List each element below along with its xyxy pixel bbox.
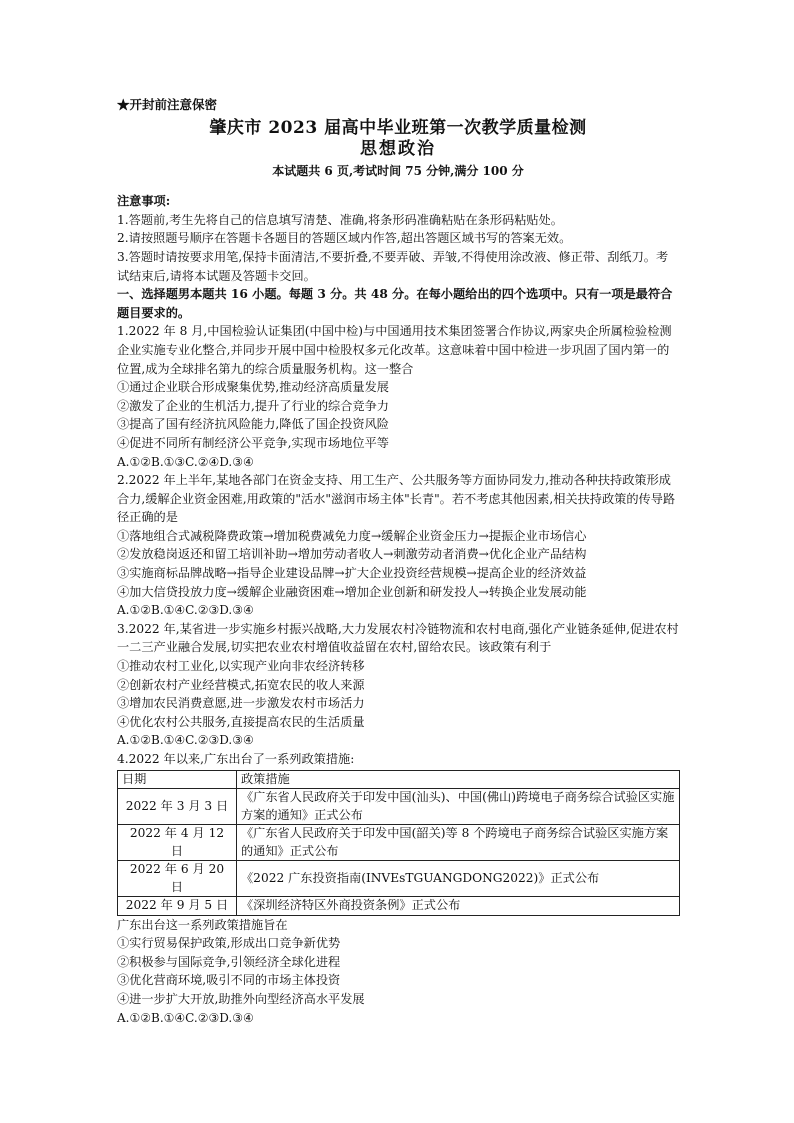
statement-option: ④进一步扩大开放,助推外向型经济高水平发展 bbox=[117, 991, 365, 1006]
question-4 bbox=[117, 750, 679, 1027]
statement-option: ①实行贸易保护政策,形成出口竞争新优势 bbox=[117, 936, 341, 951]
statement-option: ①推动农村工业化,以实现产业向非农经济转移 bbox=[117, 659, 365, 674]
question-stem: 4.2022 年以来,广东出台了一系列政策措施: bbox=[117, 752, 355, 766]
answer-choices: A.①②B.①④C.②③D.③④ bbox=[117, 603, 254, 618]
policy-table bbox=[117, 770, 680, 916]
exam-info: 本试题共 6 页,考试时间 75 分钟,满分 100 分 bbox=[272, 163, 524, 178]
policy-cell: 《深圳经济特区外商投资条例》正式公布 bbox=[237, 897, 680, 916]
question-2 bbox=[117, 471, 679, 620]
policy-cell: 《广东省人民政府关于印发中国(韶关)等 8 个跨境电子商务综合试验区实施方案的通知》正式公布 bbox=[237, 825, 680, 861]
statement-option: ①落地组合式减税降费政策→增加税费减免力度→缓解企业资金压力→提振企业市场信心 bbox=[117, 528, 587, 543]
statement-option: ④促进不同所有制经济公平竞争,实现市场地位平等 bbox=[117, 435, 389, 450]
subject-title: 思想政治 bbox=[360, 138, 436, 159]
table-row bbox=[118, 897, 680, 916]
exam-page bbox=[117, 96, 679, 1027]
answer-choices: A.①②B.①④C.②③D.③④ bbox=[117, 733, 254, 748]
statement-option: ③增加农民消费意愿,进一步激发农村市场活力 bbox=[117, 696, 365, 711]
confidential-mark: ★开封前注意保密 bbox=[117, 97, 218, 112]
notice-item: 1.答题前,考生先将自己的信息填写清楚、准确,将条形码准确粘贴在条形码粘贴处。 bbox=[117, 212, 563, 227]
notice-item: 2.请按照题号顺序在答题卡各题目的答题区域内作答,超出答题区域书写的答案无效。 bbox=[117, 231, 572, 246]
notice-item: 3.答题时请按要求用笔,保持卡面清洁,不要折叠,不要弄破、弄皱,不得使用涂改液、修正带、刮纸刀。考试结束后,请将本试题及答题卡交回。 bbox=[117, 249, 669, 283]
exam-title: 肇庆市 2023 届高中毕业班第一次教学质量检测 bbox=[209, 117, 587, 138]
statement-option: ④优化农村公共服务,直接提高农民的生活质量 bbox=[117, 714, 365, 729]
question-1 bbox=[117, 322, 679, 471]
statement-option: ④加大信贷投放力度→缓解企业融资困难→增加企业创新和研发投人→转换企业发展动能 bbox=[117, 584, 587, 599]
table-header-row bbox=[118, 770, 680, 789]
statement-option: ②积极参与国际竞争,引领经济全球化进程 bbox=[117, 954, 341, 969]
notice-heading: 注意事项: bbox=[117, 194, 171, 209]
section-heading: 一、选择题男本题共 16 小题。每题 3 分。共 48 分。在每小题给出的四个选项中。只有一项是最符合题目要求的。 bbox=[117, 287, 673, 320]
policy-cell: 《广东省人民政府关于印发中国(汕头)、中国(佛山)跨境电子商务综合试验区实施方案的通知》正式公布 bbox=[237, 789, 680, 825]
question-prompt: 广东出台这一系列政策措施旨在 bbox=[117, 917, 288, 932]
statement-option: ②激发了企业的生机活力,提升了行业的综合竞争力 bbox=[117, 398, 389, 413]
date-cell: 2022 年 4 月 12 日 bbox=[118, 825, 237, 861]
question-stem: 3.2022 年,某省进一步实施乡村振兴战略,大力发展农村冷链物流和农村电商,强化产业链条延伸,促进农村一二三产业融合发展,切实把农业农村增值收益留在农村,留给农民。该政策有利于 bbox=[117, 621, 679, 655]
column-header-policy: 政策措施 bbox=[237, 770, 680, 789]
date-cell: 2022 年 9 月 5 日 bbox=[118, 897, 237, 916]
statement-option: ②创新农村产业经营模式,拓宽农民的收人来源 bbox=[117, 677, 365, 692]
statement-option: ③提高了国有经济抗风险能力,降低了国企投资风险 bbox=[117, 417, 389, 432]
table-row bbox=[118, 861, 680, 897]
statement-option: ③实施商标品牌战略→指导企业建设品牌→扩大企业投资经营规模→提高企业的经济效益 bbox=[117, 566, 587, 581]
question-3 bbox=[117, 620, 679, 750]
statement-option: ③优化营商环境,吸引不同的市场主体投资 bbox=[117, 973, 341, 988]
table-row bbox=[118, 825, 680, 861]
policy-cell: 《2022 广东投资指南(INVEsTGUANGDONG2022)》正式公布 bbox=[237, 861, 680, 897]
question-stem: 1.2022 年 8 月,中国检验认证集团(中国中检)与中国通用技术集团签署合作协议,两家央企所属检验检测企业实施专业化整合,并同步开展中国中检股权多元化改革。这意味着中国中检进一步巩固了国内第一的位置,成为全球排名第九的综合质量服务机构。这一整合 bbox=[117, 324, 672, 376]
date-cell: 2022 年 3 月 3 日 bbox=[118, 789, 237, 825]
answer-choices: A.①②B.①④C.②③D.③④ bbox=[117, 1010, 254, 1025]
statement-option: ①通过企业联合形成聚集优势,推动经济高质量发展 bbox=[117, 380, 389, 395]
statement-option: ②发放稳岗返还和留工培训补助→增加劳动者收人→刺激劳动者消费→优化企业产品结构 bbox=[117, 547, 587, 562]
column-header-date: 日期 bbox=[118, 770, 237, 789]
answer-choices: A.①②B.①③C.②④D.③④ bbox=[117, 454, 254, 469]
date-cell: 2022 年 6 月 20 日 bbox=[118, 861, 237, 897]
table-row bbox=[118, 789, 680, 825]
question-stem: 2.2022 年上半年,某地各部门在资金支持、用工生产、公共服务等方面协同发力,推动各种扶持政策形成合力,缓解企业资金困难,用政策的"活水"滋润市场主体"长青"。若不考虑其他因素,相关扶持政策的传导路径正确的是 bbox=[117, 473, 676, 525]
